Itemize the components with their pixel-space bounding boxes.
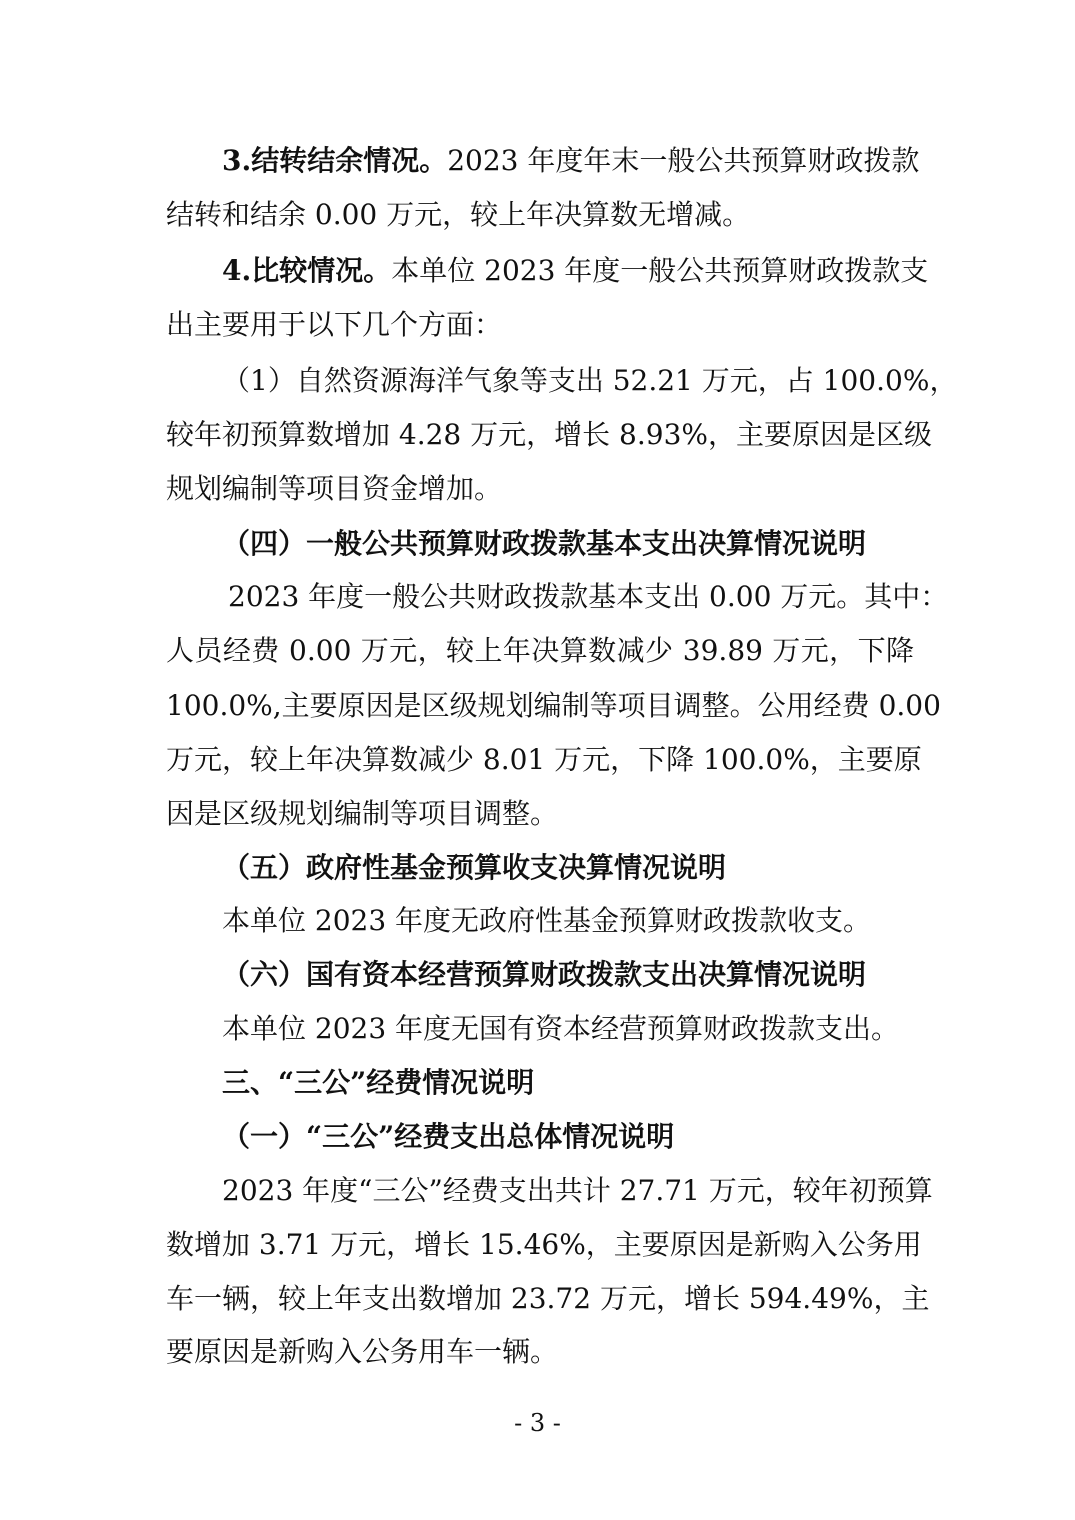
paragraph-item1-line-2: 较年初预算数增加 4.28 万元，增长 8.93%，主要原因是区级	[166, 418, 932, 451]
paragraph-state-capital: 本单位 2023 年度无国有资本经营预算财政拨款支出。	[222, 1012, 900, 1045]
paragraph-carryover-line-1	[222, 143, 920, 179]
paragraph-basic-expense-line-5: 因是区级规划编制等项目调整。	[166, 797, 559, 830]
section-heading-5: （五）政府性基金预算收支决算情况说明	[222, 851, 727, 884]
comparison-heading: 4.比较情况。	[222, 254, 392, 287]
section-heading-three-1: （一）“三公”经费支出总体情况说明	[222, 1120, 675, 1153]
paragraph-comparison-line-2: 出主要用于以下几个方面：	[166, 308, 503, 341]
paragraph-three-public-line-2: 数增加 3.71 万元，增长 15.46%，主要原因是新购入公务用	[166, 1228, 922, 1261]
section-heading-three: 三、“三公”经费情况说明	[222, 1066, 535, 1099]
paragraph-three-public-line-3: 车一辆，较上年支出数增加 23.72 万元，增长 594.49%，主	[166, 1282, 930, 1315]
section-heading-4: （四）一般公共预算财政拨款基本支出决算情况说明	[222, 527, 867, 560]
paragraph-three-public-line-4: 要原因是新购入公务用车一辆。	[166, 1335, 559, 1368]
paragraph-item1-line-3: 规划编制等项目资金增加。	[166, 472, 503, 505]
paragraph-comparison-line-1	[222, 253, 929, 289]
paragraph-gov-fund: 本单位 2023 年度无政府性基金预算财政拨款收支。	[222, 904, 872, 937]
carryover-text: 2023 年度年末一般公共预算财政拨款	[447, 144, 920, 177]
paragraph-three-public-line-1: 2023 年度“三公”经费支出共计 27.71 万元，较年初预算	[222, 1174, 933, 1207]
paragraph-basic-expense-line-2: 人员经费 0.00 万元，较上年决算数减少 39.89 万元，下降	[166, 634, 914, 667]
comparison-text: 本单位 2023 年度一般公共预算财政拨款支	[391, 254, 929, 287]
paragraph-basic-expense-line-3: 100.0%,主要原因是区级规划编制等项目调整。公用经费 0.00	[166, 689, 941, 722]
paragraph-item1-line-1: （1）自然资源海洋气象等支出 52.21 万元，占 100.0%，	[222, 364, 958, 397]
carryover-heading: 3.结转结余情况。	[222, 144, 448, 177]
section-heading-6: （六）国有资本经营预算财政拨款支出决算情况说明	[222, 958, 867, 991]
page-number: - 3 -	[514, 1409, 561, 1437]
paragraph-carryover-line-2: 结转和结余 0.00 万元，较上年决算数无增减。	[166, 198, 751, 231]
paragraph-basic-expense-line-1: 2023 年度一般公共财政拨款基本支出 0.00 万元。其中：	[228, 580, 949, 613]
paragraph-basic-expense-line-4: 万元，较上年决算数减少 8.01 万元，下降 100.0%，主要原	[166, 743, 922, 776]
